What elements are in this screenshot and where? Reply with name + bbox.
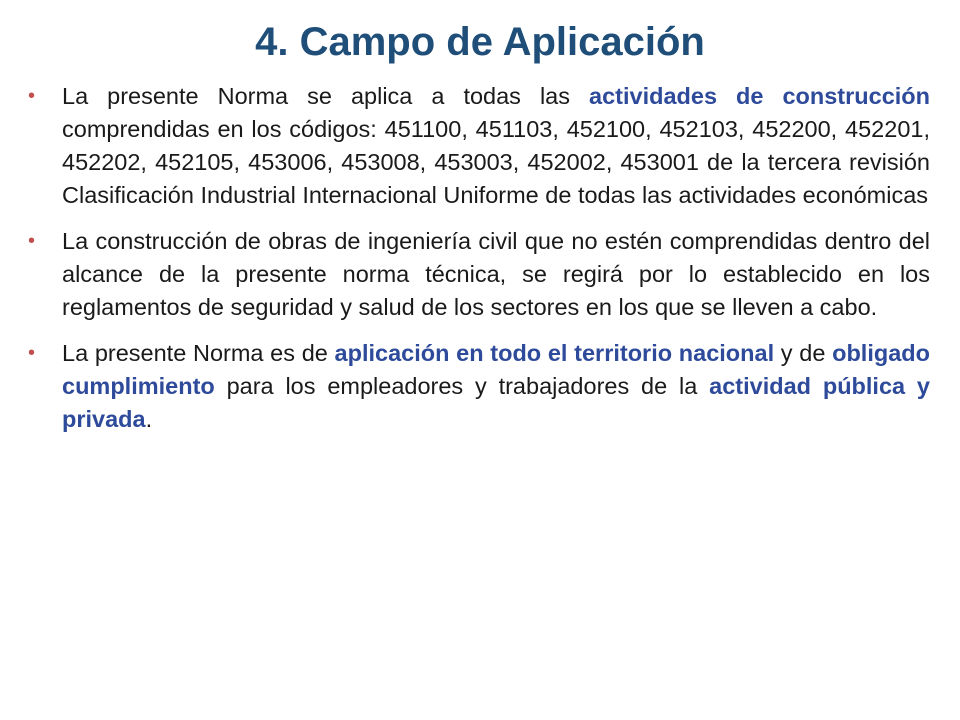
bullet-text-segment: y de — [774, 340, 833, 366]
bullet-dot-icon: • — [28, 230, 36, 252]
highlight-mandatory-compliance: obligado cumplimiento — [62, 340, 930, 399]
bullet-text-segment: para los empleadores y trabajadores de la — [214, 373, 710, 399]
highlight-public-private-activity: actividad pública y privada — [62, 373, 930, 432]
bullet-text-segment: La presente Norma es de — [62, 340, 335, 366]
bullet-text-segment: La construcción de obras de ingeniería civil que no estén comprendidas dentro del alcance de la presente norma técnica, se regirá por lo establecido en los reglamentos de seguridad y salud de los sectores en los que se lleven a cabo. — [62, 228, 930, 320]
highlight-national-territory: aplicación en todo el territorio nacional — [334, 340, 775, 366]
bullet-text-segment: La presente Norma se aplica a todas las — [62, 83, 589, 109]
bullet-item-territory — [22, 337, 930, 436]
bullet-text-segment: comprendidas en los códigos: 451100, 451103, 452100, 452103, 452200, 452201, 452202, 452105, 453006, 453008, 453003, 452002, 453001 de la tercera revisión Clasificación Industrial Internacional Uniforme de todas las actividades económicas — [62, 116, 930, 208]
bullet-text-segment: . — [145, 406, 153, 432]
highlight-construction-activities: actividades de construcción — [589, 83, 931, 109]
bullet-item-scope — [22, 80, 930, 212]
bullet-dot-icon: • — [28, 342, 36, 364]
slide-title: 4. Campo de Aplicación — [255, 20, 705, 64]
bullet-item-civil-works — [22, 225, 930, 324]
bullet-list — [22, 80, 930, 449]
bullet-dot-icon: • — [28, 85, 36, 107]
